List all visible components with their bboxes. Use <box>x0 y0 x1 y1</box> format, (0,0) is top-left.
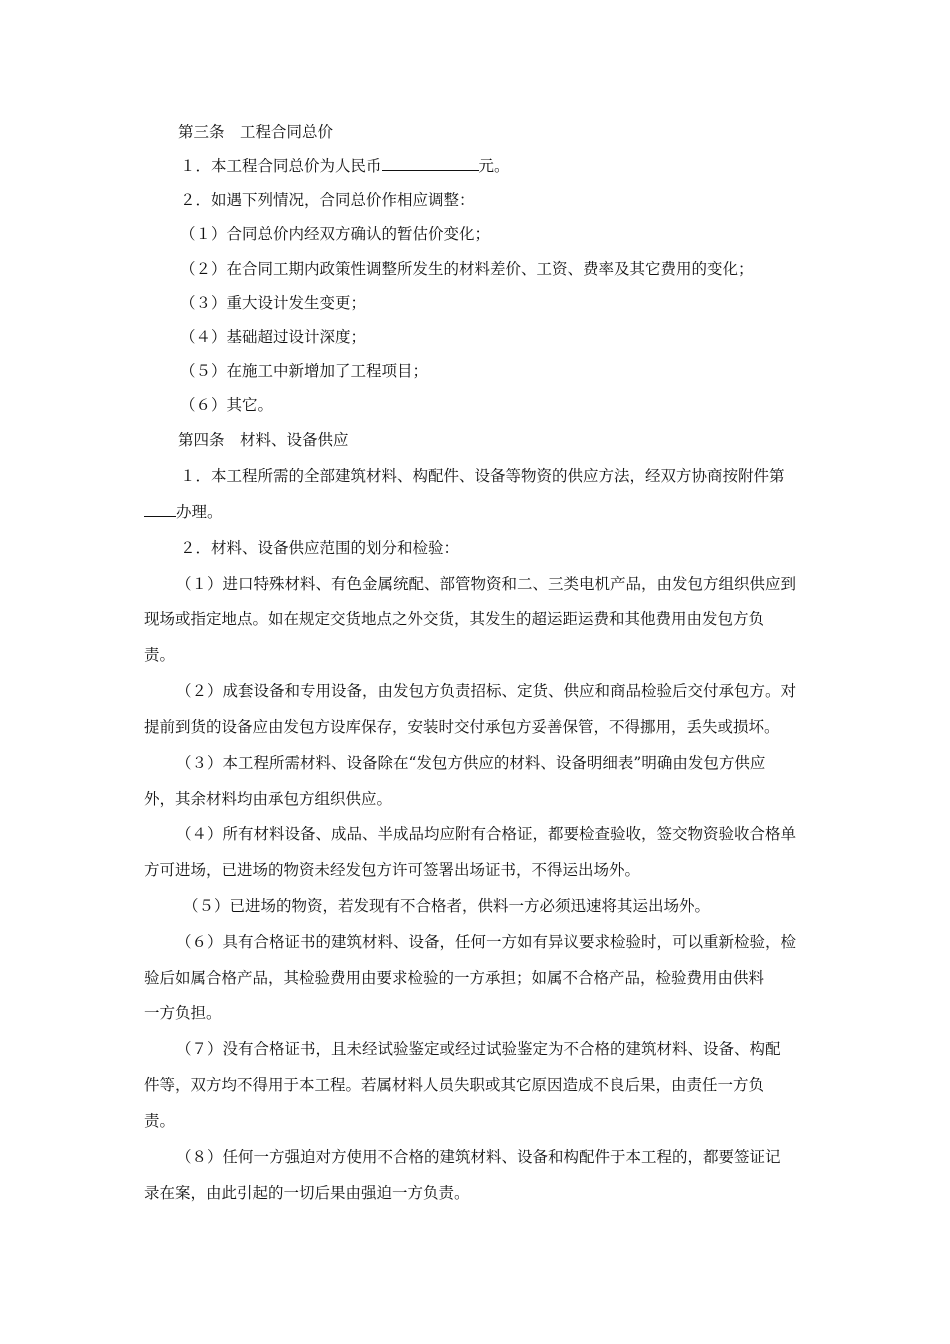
article3-sub6: （６）其它。 <box>180 396 274 414</box>
article3-item1-prefix: １．本工程合同总价为人民币 <box>180 157 382 175</box>
para4-text-line2: 方可进场，已进场的物资未经发包方许可签署出场证书，不得运出场外。 <box>144 861 641 879</box>
para8-text-line2: 录在案，由此引起的一切后果由强迫一方负责。 <box>144 1184 470 1202</box>
article3-sub2: （２）在合同工期内政策性调整所发生的材料差价、工资、费率及其它费用的变化； <box>180 260 754 278</box>
article4-item2: ２．材料、设备供应范围的划分和检验： <box>180 539 460 557</box>
para1-text-line1: （１）进口特殊材料、有色金属统配、部管物资和二、三类电机产品，由发包方组织供应到 <box>176 575 797 593</box>
para3-text-line1: （３）本工程所需材料、设备除在“发包方供应的材料、设备明细表”明确由发包方供应 <box>176 754 766 772</box>
article4-item1-text-line1: １．本工程所需的全部建筑材料、构配件、设备等物资的供应方法，经双方协商按附件第 <box>180 467 785 485</box>
para8-text-line1: （８）任何一方强迫对方使用不合格的建筑材料、设备和构配件于本工程的，都要签证记 <box>176 1148 781 1166</box>
para1-text-line3: 责。 <box>144 646 176 664</box>
article4-heading: 第四条 材料、设备供应 <box>178 431 349 449</box>
article3-heading: 第三条 工程合同总价 <box>178 123 334 141</box>
para7-text-line2: 件等，双方均不得用于本工程。若属材料人员失职或其它原因造成不良后果，由责任一方负 <box>144 1076 765 1094</box>
article3-sub1: （１）合同总价内经双方确认的暂估价变化； <box>180 225 491 243</box>
article4-item1-suffix: 办理。 <box>176 503 223 521</box>
para2-text-line1: （２）成套设备和专用设备，由发包方负责招标、定货、供应和商品检验后交付承包方。对 <box>176 682 797 700</box>
article3-sub5: （５）在施工中新增加了工程项目； <box>180 362 429 380</box>
para5-text-line1: （５）已进场的物资，若发现有不合格者，供料一方必须迅速将其运出场外。 <box>183 897 711 915</box>
para3-text-line2: 外，其余材料均由承包方组织供应。 <box>144 790 393 808</box>
para1-text-line2: 现场或指定地点。如在规定交货地点之外交货，其发生的超运距运费和其他费用由发包方负 <box>144 610 765 628</box>
article3-sub3: （３）重大设计发生变更； <box>180 294 367 312</box>
annex-number-blank <box>144 502 176 517</box>
article3-item1-suffix: 元。 <box>478 157 510 175</box>
article3-item2: ２．如遇下列情况，合同总价作相应调整： <box>180 191 475 209</box>
para6-text-line1: （６）具有合格证书的建筑材料、设备，任何一方如有异议要求检验时，可以重新检验，检 <box>176 933 797 951</box>
para6-text-line2: 验后如属合格产品，其检验费用由要求检验的一方承担；如属不合格产品，检验费用由供料 <box>144 969 765 987</box>
article3-item1-text <box>180 156 510 176</box>
para2-text-line2: 提前到货的设备应由发包方设库保存，安装时交付承包方妥善保管，不得挪用，丢失或损坏。 <box>144 718 780 736</box>
para7-text-line1: （７）没有合格证书，且未经试验鉴定或经过试验鉴定为不合格的建筑材料、设备、构配 <box>176 1040 781 1058</box>
article4-item1-text-line2 <box>144 502 223 522</box>
article3-sub4: （４）基础超过设计深度； <box>180 328 367 346</box>
contract-price-blank <box>382 156 479 171</box>
para6-text-line3: 一方负担。 <box>144 1004 222 1022</box>
para4-text-line1: （４）所有材料设备、成品、半成品均应附有合格证，都要检查验收，签交物资验收合格单 <box>176 825 797 843</box>
para7-text-line3: 责。 <box>144 1112 176 1130</box>
